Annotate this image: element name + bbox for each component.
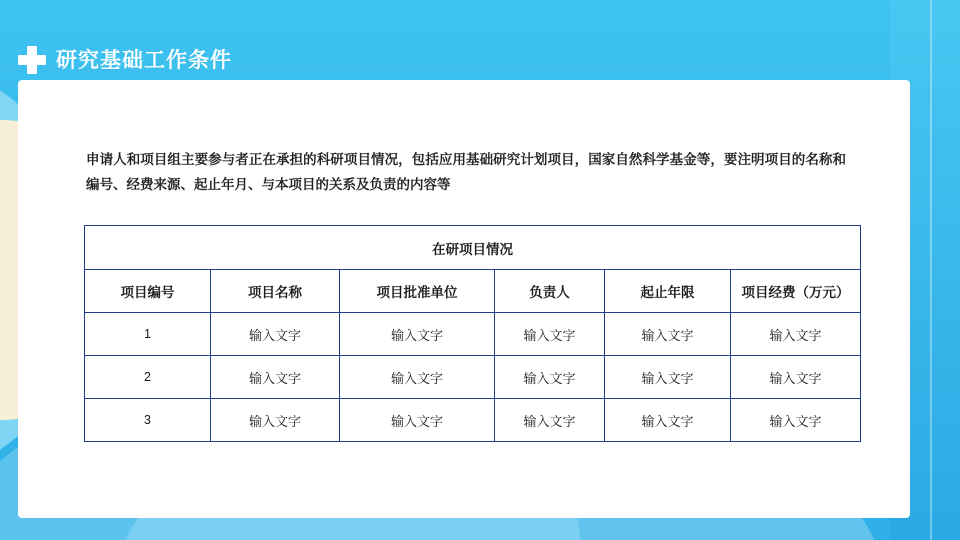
page-title: 研究基础工作条件 [56, 48, 232, 72]
project-table-wrapper [84, 225, 860, 442]
table-row [85, 356, 861, 399]
cell-project-name: 输入文字 [211, 356, 340, 399]
cell-funding: 输入文字 [731, 356, 861, 399]
table-row [85, 399, 861, 442]
cell-duration: 输入文字 [605, 399, 731, 442]
cell-project-name: 输入文字 [211, 399, 340, 442]
cell-leader: 输入文字 [495, 399, 605, 442]
cell-duration: 输入文字 [605, 356, 731, 399]
project-table [84, 225, 861, 442]
table-header-row [85, 270, 861, 313]
cell-funding: 输入文字 [731, 313, 861, 356]
cell-approval-unit: 输入文字 [340, 356, 495, 399]
cell-project-name: 输入文字 [211, 313, 340, 356]
column-header-duration: 起止年限 [605, 270, 731, 313]
column-header-project-name: 项目名称 [211, 270, 340, 313]
table-row [85, 313, 861, 356]
cell-leader: 输入文字 [495, 313, 605, 356]
plus-icon [18, 46, 46, 74]
column-header-approval-unit: 项目批准单位 [340, 270, 495, 313]
table-caption-row [85, 226, 861, 270]
table-caption: 在研项目情况 [85, 226, 861, 270]
cell-leader: 输入文字 [495, 356, 605, 399]
cell-funding: 输入文字 [731, 399, 861, 442]
cell-project-id: 3 [85, 399, 211, 442]
cell-duration: 输入文字 [605, 313, 731, 356]
cell-project-id: 1 [85, 313, 211, 356]
decorative-line-right [930, 0, 932, 540]
slide-header [18, 46, 232, 74]
column-header-funding: 项目经费（万元） [731, 270, 861, 313]
cell-approval-unit: 输入文字 [340, 399, 495, 442]
column-header-project-id: 项目编号 [85, 270, 211, 313]
intro-paragraph: 申请人和项目组主要参与者正在承担的科研项目情况，包括应用基础研究计划项目，国家自然科学基金等，要注明项目的名称和编号、经费来源、起止年月、与本项目的关系及负责的内容等 [86, 152, 846, 192]
column-header-leader: 负责人 [495, 270, 605, 313]
cell-approval-unit: 输入文字 [340, 313, 495, 356]
cell-project-id: 2 [85, 356, 211, 399]
